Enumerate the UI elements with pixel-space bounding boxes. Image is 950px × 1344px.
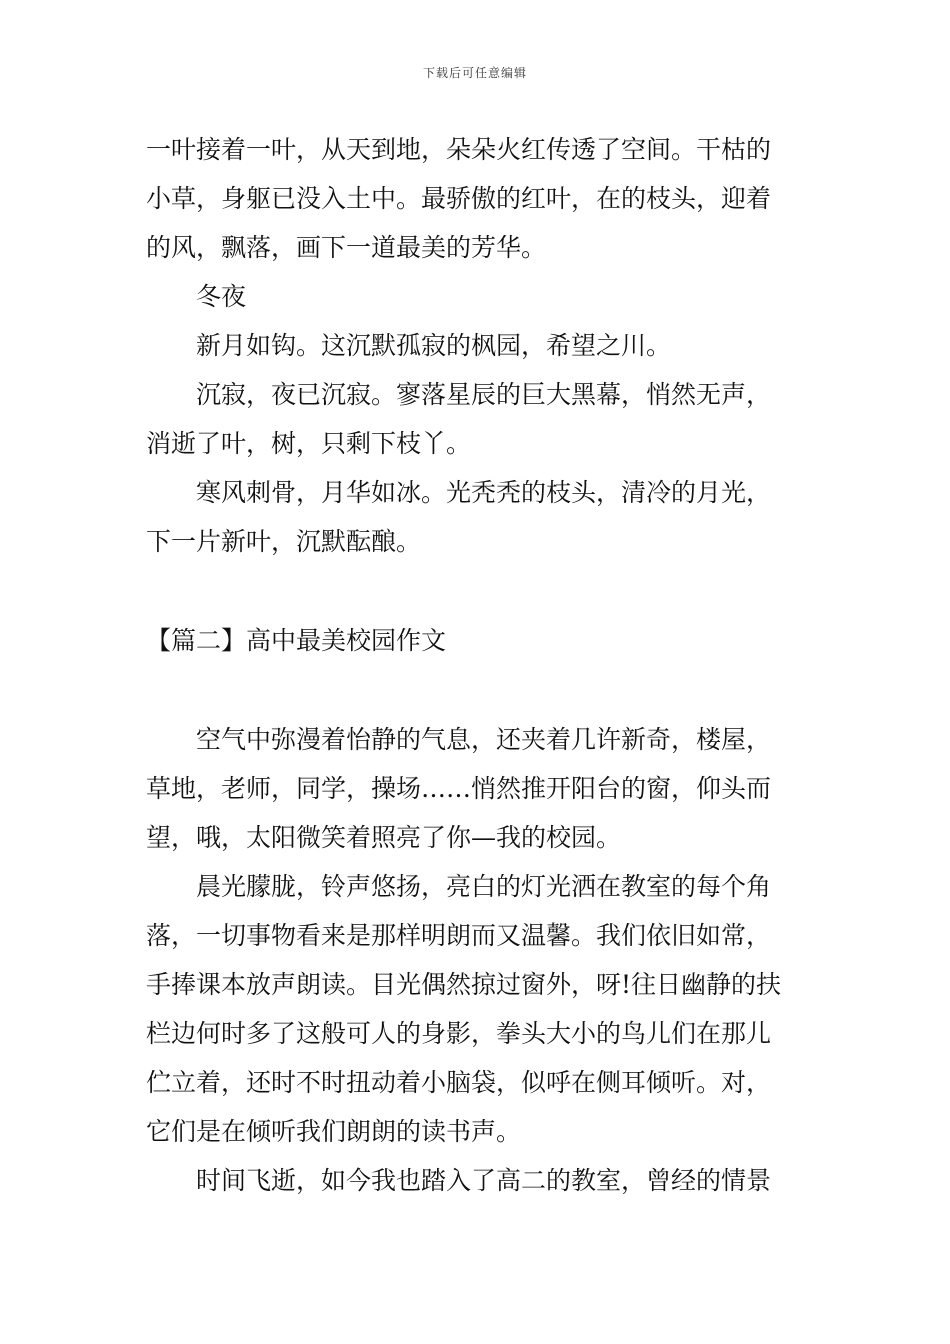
text-line: 栏边何时多了这般可人的身影，拳头大小的鸟儿们在那儿	[146, 1019, 772, 1048]
text-line: 望，哦，太阳微笑着照亮了你—我的校园。	[146, 823, 622, 852]
text-line: 小草，身躯已没入土中。最骄傲的红叶，在的枝头，迎着	[146, 184, 772, 213]
paragraph	[146, 1156, 808, 1205]
text-line: 手捧课本放声朗读。目光偶然掠过窗外，呀!往日幽静的扶	[146, 970, 782, 999]
text-line: 落，一切事物看来是那样明朗而又温馨。我们依旧如常，	[146, 921, 772, 950]
text-line: 空气中弥漫着怡静的气息，还夹着几许新奇，楼屋，	[196, 725, 772, 754]
text-line: 沉寂，夜已沉寂。寥落星辰的巨大黑幕，悄然无声，	[196, 380, 772, 409]
text-line: 的风，飘落，画下一道最美的芳华。	[146, 233, 547, 262]
text-line: 草地，老师，同学，操场……悄然推开阳台的窗，仰头而	[146, 774, 772, 803]
text-line: 寒风刺骨，月华如冰。光秃秃的枝头，清冷的月光，	[196, 478, 772, 507]
document-body	[146, 125, 808, 1205]
section-heading: 【篇二】高中最美校园作文	[146, 626, 447, 655]
text-line: 下一片新叶，沉默酝酿。	[146, 527, 422, 556]
text-line: 伫立着，还时不时扭动着小脑袋，似呼在侧耳倾听。对，	[146, 1068, 772, 1097]
paragraph	[146, 370, 808, 468]
section-one	[146, 125, 808, 566]
paragraph	[146, 125, 808, 272]
text-line: 消逝了叶，树，只剩下枝丫。	[146, 429, 472, 458]
paragraph	[146, 272, 808, 321]
paragraph	[146, 321, 808, 370]
page-header: 下载后可任意编辑	[422, 66, 527, 80]
paragraph	[146, 468, 808, 566]
text-line: 一叶接着一叶，从天到地，朵朵火红传透了空间。干枯的	[146, 135, 772, 164]
section-two	[146, 715, 808, 1205]
text-line: 它们是在倾听我们朗朗的读书声。	[146, 1117, 522, 1146]
text-line: 新月如钩。这沉默孤寂的枫园，希望之川。	[196, 331, 672, 360]
paragraph	[146, 715, 808, 862]
paragraph	[146, 862, 808, 1156]
subheading-winter-night: 冬夜	[196, 282, 247, 311]
text-line: 晨光朦胧，铃声悠扬，亮白的灯光洒在教室的每个角	[196, 872, 772, 901]
text-line: 时间飞逝，如今我也踏入了高二的教室，曾经的情景	[196, 1166, 772, 1195]
